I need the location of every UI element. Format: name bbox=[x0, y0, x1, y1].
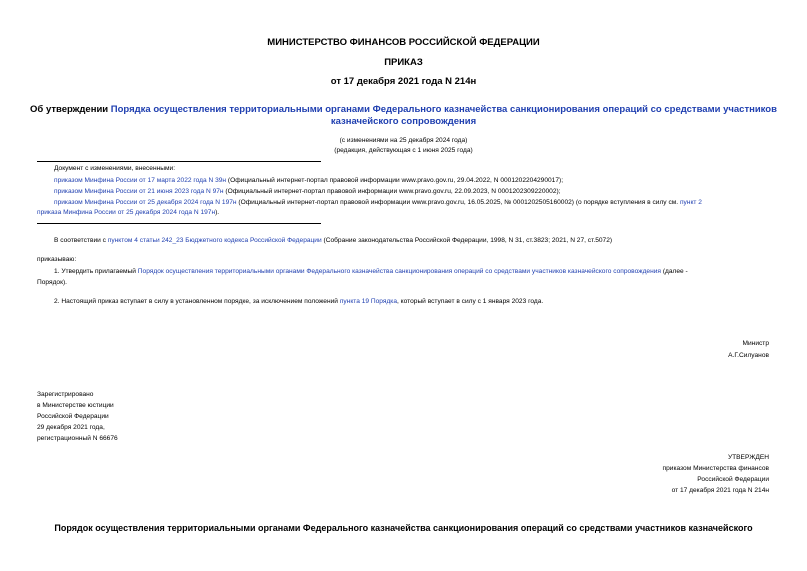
point-2-link[interactable]: пункта 19 Порядка bbox=[339, 298, 398, 305]
signature-position: Министр bbox=[742, 340, 769, 347]
preamble bbox=[54, 237, 612, 244]
amendment-item-1 bbox=[54, 177, 563, 184]
amendment-text-3: (Официальный интернет-портал правовой информации www.pravo.gov.ru, 16.05.2025, № 0001202505160002) (о порядке вступления в силу см. bbox=[236, 199, 680, 206]
ministry-heading: МИНИСТЕРСТВО ФИНАНСОВ РОССИЙСКОЙ ФЕДЕРАЦИИ bbox=[267, 37, 540, 48]
doc-date-number: от 17 декабря 2021 года N 214н bbox=[330, 76, 477, 87]
point-2 bbox=[54, 298, 543, 305]
preamble-link[interactable]: пунктом 4 статьи 242_23 Бюджетного кодекса Российской Федерации bbox=[107, 237, 322, 244]
amendment-text-1: (Официальный интернет-портал правовой информации www.pravo.gov.ru, 29.04.2022, N 0001202204290017); bbox=[226, 177, 564, 184]
annex-title: Порядок осуществления территориальными органами Федерального казначейства санкционирования операций со средствами участников казначейского bbox=[54, 523, 753, 533]
title-prefix: Об утверждении bbox=[30, 104, 111, 115]
amendment-item-2 bbox=[54, 188, 561, 195]
amendment-item-3-cont bbox=[37, 209, 219, 216]
edition-changes: (с изменениями на 25 декабря 2024 года) bbox=[339, 137, 468, 144]
doc-type-heading: ПРИКАЗ bbox=[384, 57, 423, 68]
registration-line-4: 29 декабря 2021 года, bbox=[37, 424, 105, 431]
divider-top bbox=[37, 161, 321, 162]
point-1-link[interactable]: Порядок осуществления территориальными органами Федерального казначейства санкционирования операций со средствами участников казначейского сопровождения bbox=[137, 268, 661, 275]
amendment-link-3-point[interactable]: пункт 2 bbox=[679, 199, 702, 206]
divider-bottom bbox=[37, 223, 321, 224]
amendment-text-2: (Официальный интернет-портал правовой информации www.pravo.gov.ru, 22.09.2023, N 0001202309220002); bbox=[223, 188, 561, 195]
title-link-continued[interactable]: казначейского сопровождения bbox=[330, 116, 477, 127]
amendment-link-1[interactable]: приказом Минфина России от 17 марта 2022 года N 39н bbox=[54, 177, 227, 184]
preamble-text-1: В соответствии с bbox=[54, 237, 108, 244]
amendment-link-2[interactable]: приказом Минфина России от 21 июня 2023 года N 97н bbox=[54, 188, 224, 195]
point-1-text-cont: (далее - bbox=[661, 268, 688, 275]
amendments-intro: Документ с изменениями, внесенными: bbox=[54, 165, 176, 172]
edition-current: (редакция, действующая с 1 июня 2025 года) bbox=[334, 147, 473, 154]
order-word: приказываю: bbox=[37, 256, 77, 263]
registration-line-1: Зарегистрировано bbox=[37, 391, 94, 398]
approved-line-2: приказом Министерства финансов bbox=[662, 465, 769, 472]
registration-line-2: в Министерстве юстиции bbox=[37, 402, 114, 409]
point-1-text: 1. Утвердить прилагаемый bbox=[54, 268, 138, 275]
title-link[interactable]: Порядка осуществления территориальными органами Федерального казначейства санкционирования операций со средствами участников bbox=[110, 104, 777, 115]
point-2-text-cont: , который вступает в силу с 1 января 2023 года. bbox=[397, 298, 544, 305]
registration-line-3: Российской Федерации bbox=[37, 413, 109, 420]
amendment-text-3-end: ). bbox=[215, 209, 220, 216]
amendment-link-3[interactable]: приказом Минфина России от 25 декабря 2024 года N 197н bbox=[54, 199, 237, 206]
document-title bbox=[0, 104, 807, 115]
approved-line-1: УТВЕРЖДЕН bbox=[727, 454, 769, 461]
point-1-end: Порядок). bbox=[37, 279, 67, 286]
document-title-line2 bbox=[0, 116, 807, 127]
registration-line-5: регистрационный N 66676 bbox=[37, 435, 118, 442]
approved-line-4: от 17 декабря 2021 года N 214н bbox=[671, 487, 769, 494]
amendment-link-3-order[interactable]: приказа Минфина России от 25 декабря 2024 года N 197н bbox=[37, 209, 216, 216]
preamble-text-2: (Собрание законодательства Российской Федерации, 1998, N 31, ст.3823; 2021, N 27, ст.5072) bbox=[321, 237, 613, 244]
point-2-text: 2. Настоящий приказ вступает в силу в установленном порядке, за исключением положений bbox=[54, 298, 340, 305]
signature-name: А.Г.Силуанов bbox=[728, 352, 769, 359]
point-1 bbox=[54, 268, 688, 275]
approved-line-3: Российской Федерации bbox=[697, 476, 769, 483]
amendment-item-3 bbox=[54, 199, 702, 206]
